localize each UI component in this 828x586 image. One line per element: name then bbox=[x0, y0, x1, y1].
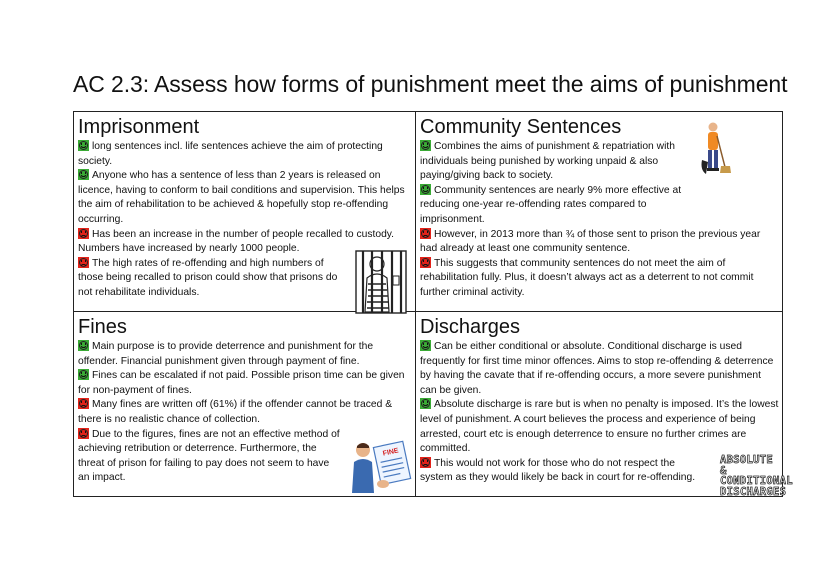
street-sweeper-icon bbox=[700, 120, 732, 178]
sad-face-icon bbox=[78, 257, 89, 268]
sad-face-icon bbox=[78, 398, 89, 409]
list-item bbox=[420, 257, 780, 301]
list-item bbox=[420, 228, 780, 257]
list-item-text: Anyone who has a sentence of less than 2 years is released on licence, having to conform to bail conditions and supervision. This helps the aim of rehabilitation to be achieved & hopefully stop re-offending occurring. bbox=[78, 170, 405, 225]
smiley-face-icon bbox=[78, 169, 89, 180]
smiley-face-icon bbox=[78, 369, 89, 380]
smiley-face-icon bbox=[78, 140, 89, 151]
list-item bbox=[420, 140, 690, 184]
fine-sign-text: FINE bbox=[382, 447, 400, 458]
list-item-text: Many fines are written off (61%) if the offender cannot be traced & there is no realistic chance of collection. bbox=[78, 399, 393, 425]
list-item-text: Due to the figures, fines are not an effective method of achieving retribution or deterrence. Furthermore, the threat of prison for failing to pay does not seem to have an impact. bbox=[78, 428, 340, 484]
list-item-text: Combines the aims of punishment & repatriation with individuals being punished by working unpaid & also paying/giving back to society. bbox=[420, 141, 675, 182]
list-item bbox=[78, 140, 411, 169]
punishment-grid bbox=[73, 111, 783, 497]
imprisonment-heading: Imprisonment bbox=[78, 116, 200, 138]
list-item bbox=[420, 457, 710, 486]
list-item-text: Absolute discharge is rare but is when no penalty is imposed. It’s the lowest level of punishment. A court believes the process and experience of being arrested, court etc is enough deterrence to ensure no further crimes are committed. bbox=[420, 399, 779, 455]
fine-notice-icon bbox=[350, 438, 412, 494]
logo-line: ABSOLUTE bbox=[720, 454, 773, 466]
list-item-text: Fines can be escalated if not paid. Possible prison time can be given for non-payment of fines. bbox=[78, 370, 405, 396]
prison-bars-icon bbox=[355, 250, 407, 314]
smiley-face-icon bbox=[420, 140, 431, 151]
list-item bbox=[420, 340, 780, 398]
list-item bbox=[78, 428, 341, 486]
list-item-text: The high rates of re-offending and high numbers of those being recalled to prison could show that prisons do not rehabilitate individuals. bbox=[78, 257, 338, 298]
list-item bbox=[78, 257, 341, 301]
list-item-text: However, in 2013 more than ¾ of those sent to prison the previous year had already at least one community sentence. bbox=[420, 228, 761, 255]
sad-face-icon bbox=[420, 257, 431, 268]
community-heading: Community Sentences bbox=[420, 116, 622, 138]
smiley-face-icon bbox=[420, 340, 431, 351]
list-item bbox=[420, 184, 690, 228]
list-item bbox=[78, 340, 411, 369]
absolute-conditional-discharges-logo bbox=[720, 455, 793, 497]
list-item-text: Community sentences are nearly 9% more effective at reducing one-year re-offending rates compared to imprisonment. bbox=[420, 184, 682, 225]
list-item bbox=[420, 398, 780, 456]
list-item-text: Can be either conditional or absolute. Conditional discharge is used frequently for first time minor offences. Aims to stop re-offending & deterrence by having the cavate that if re-offending occurs, a more severe punishment can be given. bbox=[420, 341, 774, 396]
sad-face-icon bbox=[78, 228, 89, 239]
list-item-text: Main purpose is to provide deterrence and punishment for the offender. Financial punishment given through payment of fine. bbox=[78, 341, 374, 367]
smiley-face-icon bbox=[78, 340, 89, 351]
list-item bbox=[78, 398, 411, 427]
list-item bbox=[78, 169, 411, 227]
list-item-text: long sentences incl. life sentences achieve the aim of protecting society. bbox=[78, 141, 383, 167]
logo-line: & bbox=[720, 464, 727, 477]
list-item bbox=[78, 369, 411, 398]
discharges-heading: Discharges bbox=[420, 316, 521, 338]
smiley-face-icon bbox=[420, 398, 431, 409]
fines-heading: Fines bbox=[78, 316, 127, 338]
page-title: AC 2.3: Assess how forms of punishment meet the aims of punishment bbox=[73, 71, 788, 97]
logo-line: CONDITIONAL bbox=[720, 475, 793, 487]
list-item-text: This would not work for those who do not respect the system as they would likely be back in court for re-offending. bbox=[420, 457, 696, 484]
sad-face-icon bbox=[420, 457, 431, 468]
logo-line: DISCHARGES bbox=[720, 485, 787, 498]
list-item-text: This suggests that community sentences do not meet the aim of rehabilitation fully. Plus, it doesn’t always act as a deterrent to not commit further criminal activity. bbox=[420, 257, 754, 298]
sad-face-icon bbox=[78, 428, 89, 439]
sad-face-icon bbox=[420, 228, 431, 239]
smiley-face-icon bbox=[420, 184, 431, 195]
list-item-text: Has been an increase in the number of people recalled to custody. Numbers have increased by nearly 1000 people. bbox=[78, 228, 395, 255]
